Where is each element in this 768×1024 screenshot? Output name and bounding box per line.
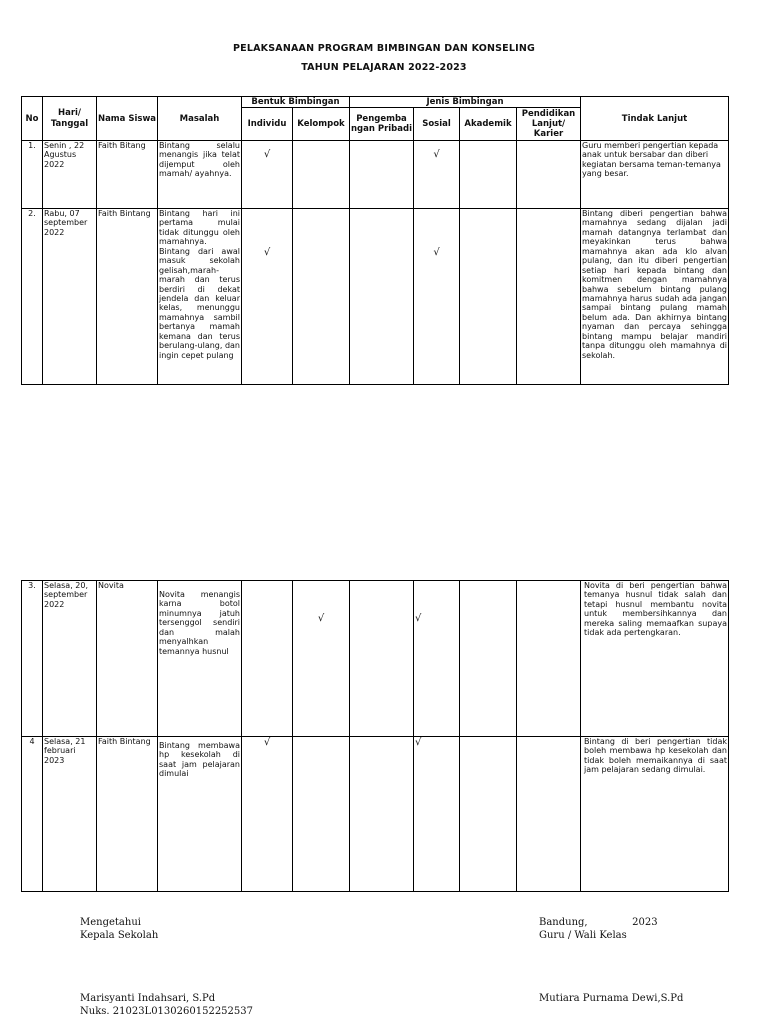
teacher-name: Mutiara Purnama Dewi,S.Pd (539, 993, 684, 1004)
row-followup: Bintang diberi pengertian bahwa mamahnya sedang dijalan jadi mamah datangnya terlambat dan meyakinkan terus bahwa mamahnya akan ada klo alvan pulang, dan itu diberi pengertian setiap hari kepada bintang dan komitmen dengan mamahnya bahwa sebelum bintang pulang mamahnya harus sudah ada jangan sampai bintang pulang mamah belum ada. Dan akhirnya bintang nyaman dan percaya sehingga bintang mampu belajar mandiri tanpa ditunggu oleh mamahnya di sekolah. (581, 209, 729, 385)
col-header-day: Hari/ Tanggal (43, 97, 97, 141)
check-mark: √ (415, 737, 422, 748)
row-problem: Bintang selalu menangis jika telat dijemput oleh mamah/ ayahnya. (158, 141, 242, 209)
col-header-problem: Masalah (158, 97, 242, 141)
row-no: 1. (22, 141, 43, 209)
row-no: 3. (22, 581, 43, 737)
document-subtitle: TAHUN PELAJARAN 2022-2023 (301, 62, 467, 73)
counseling-table-page-2 (21, 580, 729, 892)
left-role: Kepala Sekolah (80, 929, 159, 941)
check-mark: √ (317, 613, 325, 624)
signature-right-block (539, 917, 658, 942)
row-followup: Novita di beri pengertian bahwa temanya husnul tidak salah dan tetapi husnul membantu novita untuk membersihkannya dan mereka saling memaafkan supaya tidak ada pertengkaran. (581, 581, 729, 737)
row-day: Rabu, 07 september 2022 (43, 209, 97, 385)
signature-left-block (80, 917, 158, 942)
row-name: Faith Bintang (97, 209, 158, 385)
principal-name: Marisyanti Indahsari, S.Pd (80, 993, 216, 1004)
row-name: Faith Bitang (97, 141, 158, 209)
row-name: Faith Bintang (97, 737, 158, 892)
check-mark: √ (433, 247, 440, 259)
row-day: Selasa, 20, september 2022 (43, 581, 97, 737)
col-header-academic: Akademik (460, 108, 517, 141)
left-caption: Mengetahui (80, 917, 141, 928)
row-problem: Bintang membawa hp kesekolah di saat jam pelajaran dimulai (158, 737, 242, 892)
row-no: 2. (22, 209, 43, 385)
table-row (22, 209, 729, 385)
row-problem: Bintang hari ini pertama mulai tidak ditunggu oleh mamahnya. Bintang dari awal masuk sekolah gelisah,marah-marah dan terus berdiri di dekat jendela dan keluar kelas, menunggu mamahnya sambil bertanya mamah kemana dan terus berulang-ulang, dan ingin cepet pulang (158, 209, 242, 385)
row-problem: Novita menangis karna botol minumnya jatuh tersenggol sendiri dan malah menyalhkan temannya husnul (158, 581, 242, 737)
table-row (22, 581, 729, 737)
row-day: Selasa, 21 februari 2023 (43, 737, 97, 892)
col-header-individual: Individu (242, 108, 293, 141)
check-mark: √ (433, 149, 440, 161)
col-header-type-group: Jenis Bimbingan (350, 97, 581, 108)
col-header-followup: Tindak Lanjut (581, 97, 729, 141)
row-no: 4 (22, 737, 43, 892)
signature-left-name-block (80, 993, 253, 1018)
check-mark: √ (415, 613, 422, 624)
row-followup: Guru memberi pengertian kepada anak untuk bersabar dan diberi kegiatan bersama teman-temanya yang besar. (581, 141, 729, 209)
check-mark: √ (263, 247, 271, 259)
row-followup: Bintang di beri pengertian tidak boleh membawa hp kesekolah dan tidak boleh memaikannya di saat jam pelajaran sedang dimulai. (581, 737, 729, 892)
document-title: PELAKSANAAN PROGRAM BIMBINGAN DAN KONSELING (233, 43, 535, 54)
col-header-career: Pendidikan Lanjut/ Karier (517, 108, 581, 141)
col-header-group: Kelompok (293, 108, 350, 141)
col-header-personal: Pengemba ngan Pribadi (350, 108, 414, 141)
right-place-date: Bandung, 2023 (539, 917, 658, 928)
check-mark: √ (263, 737, 271, 748)
table-row (22, 737, 729, 892)
check-mark: √ (263, 149, 271, 161)
col-header-social: Sosial (414, 108, 460, 141)
col-header-name: Nama Siswa (97, 97, 158, 141)
right-role: Guru / Wali Kelas (539, 929, 627, 941)
counseling-table-page-1 (21, 96, 729, 385)
row-name: Novita (97, 581, 158, 737)
col-header-no: No (22, 97, 43, 141)
row-day: Senin , 22 Agustus 2022 (43, 141, 97, 209)
table-row (22, 141, 729, 209)
principal-id: Nuks. 21023L0130260152252537 (80, 1005, 253, 1017)
col-header-form-group: Bentuk Bimbingan (242, 97, 350, 108)
